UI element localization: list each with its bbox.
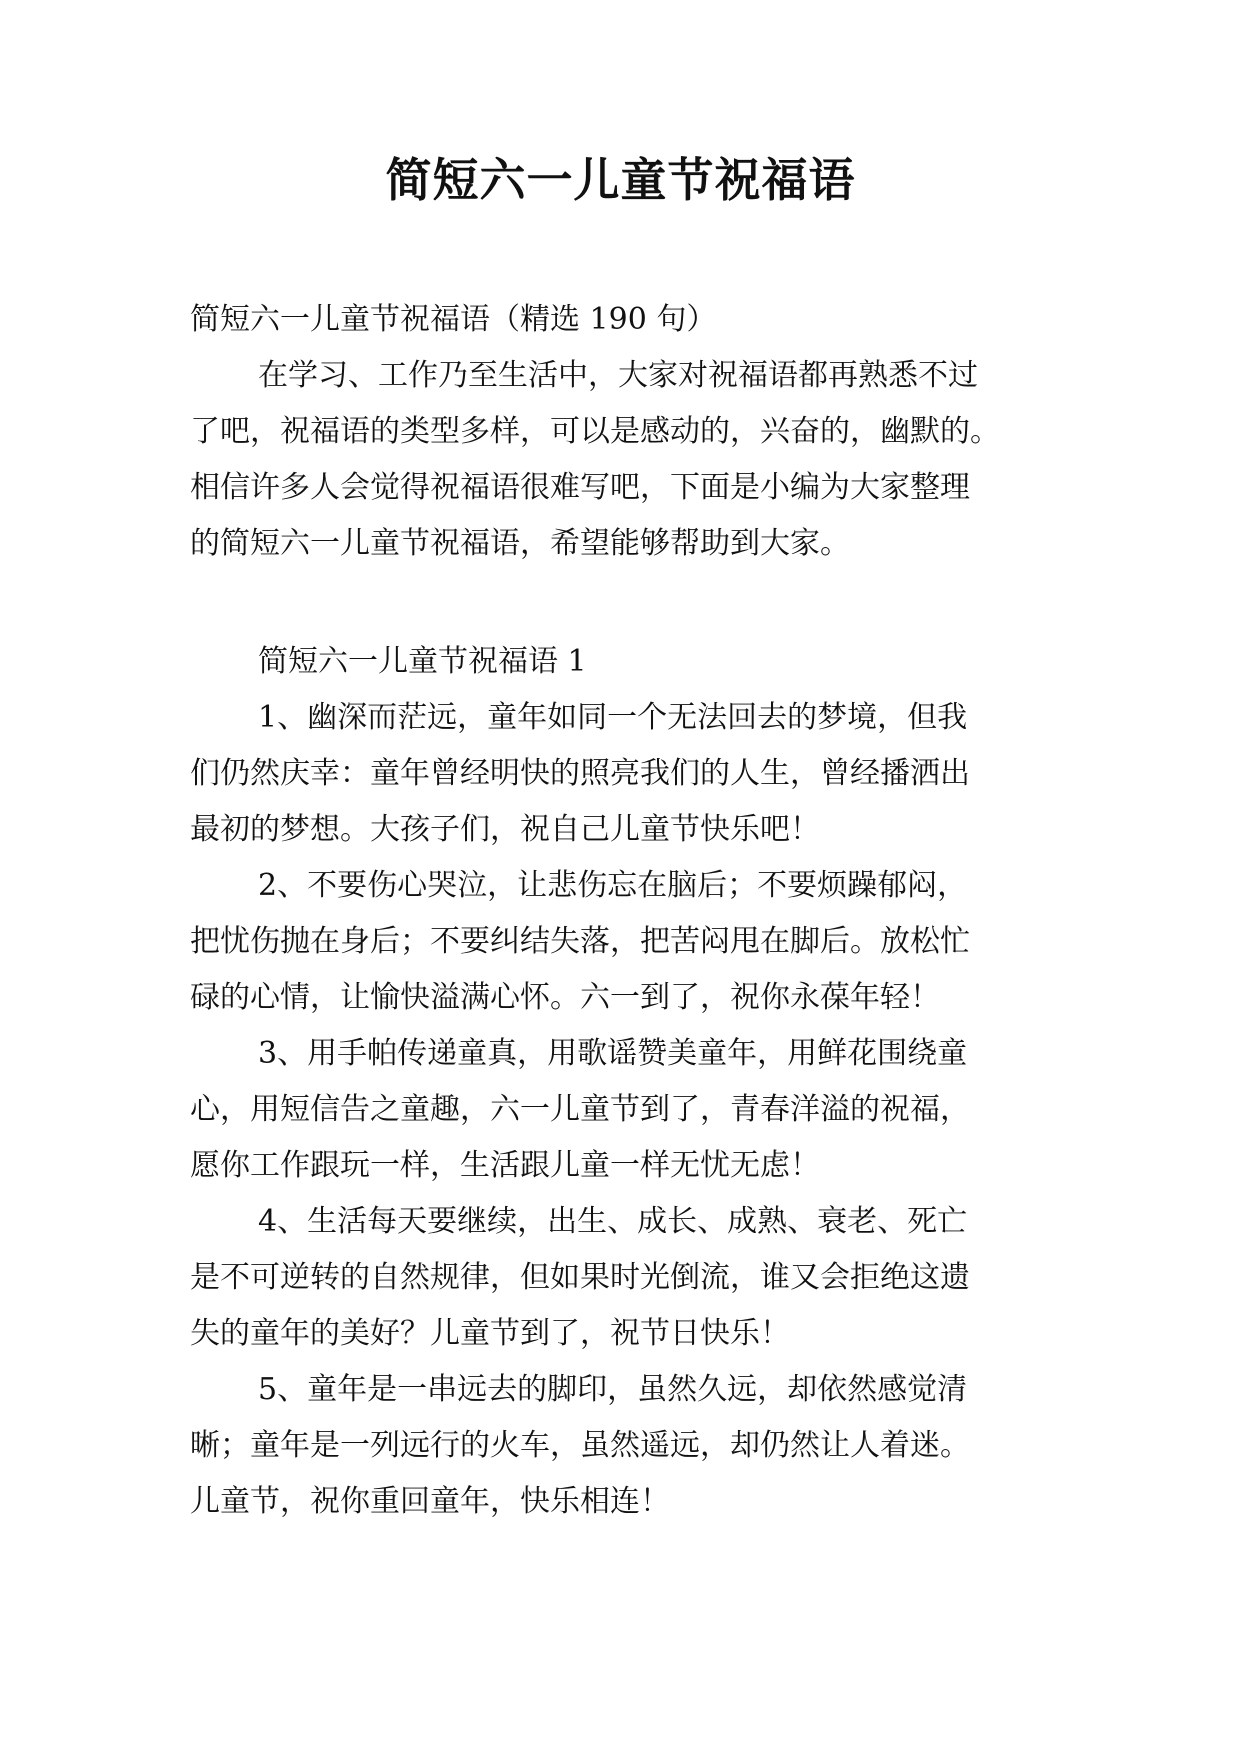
intro-line: 了吧，祝福语的类型多样，可以是感动的，兴奋的，幽默的。 xyxy=(190,414,1000,449)
document-subtitle: 简短六一儿童节祝福语（精选 190 句） xyxy=(190,302,717,337)
greeting-line: 2、不要伤心哭泣，让悲伤忘在脑后；不要烦躁郁闷， xyxy=(258,868,968,903)
greeting-line: 5、童年是一串远去的脚印，虽然久远，却依然感觉清 xyxy=(258,1372,968,1407)
document-title: 简短六一儿童节祝福语 xyxy=(385,153,856,207)
document-content xyxy=(190,292,1070,1530)
greeting-line: 1、幽深而茫远，童年如同一个无法回去的梦境，但我 xyxy=(258,700,968,735)
greeting-line: 3、用手帕传递童真，用歌谣赞美童年，用鲜花围绕童 xyxy=(258,1036,968,1071)
greeting-line: 4、生活每天要继续，出生、成长、成熟、衰老、死亡 xyxy=(258,1204,968,1239)
greeting-line: 是不可逆转的自然规律，但如果时光倒流，谁又会拒绝这遗 xyxy=(190,1260,970,1295)
greeting-line: 愿你工作跟玩一样，生活跟儿童一样无忧无虑！ xyxy=(190,1148,820,1183)
greeting-line: 儿童节，祝你重回童年，快乐相连！ xyxy=(190,1484,670,1519)
greeting-line: 们仍然庆幸：童年曾经明快的照亮我们的人生，曾经播洒出 xyxy=(190,756,970,791)
greeting-line: 碌的心情，让愉快溢满心怀。六一到了，祝你永葆年轻！ xyxy=(190,980,940,1015)
greeting-line: 心，用短信告之童趣，六一儿童节到了，青春洋溢的祝福， xyxy=(190,1092,970,1127)
greeting-line: 最初的梦想。大孩子们，祝自己儿童节快乐吧！ xyxy=(190,812,820,847)
section-heading: 简短六一儿童节祝福语 1 xyxy=(258,644,587,679)
intro-line: 的简短六一儿童节祝福语，希望能够帮助到大家。 xyxy=(190,526,850,561)
greeting-line: 失的童年的美好？儿童节到了，祝节日快乐！ xyxy=(190,1316,790,1351)
section-spacer xyxy=(190,572,1070,634)
greeting-line: 把忧伤抛在身后；不要纠结失落，把苦闷甩在脚后。放松忙 xyxy=(190,924,970,959)
intro-line: 相信许多人会觉得祝福语很难写吧，下面是小编为大家整理 xyxy=(190,470,970,505)
greeting-line: 晰；童年是一列远行的火车，虽然遥远，却仍然让人着迷。 xyxy=(190,1428,970,1463)
intro-line: 在学习、工作乃至生活中，大家对祝福语都再熟悉不过 xyxy=(258,358,978,393)
